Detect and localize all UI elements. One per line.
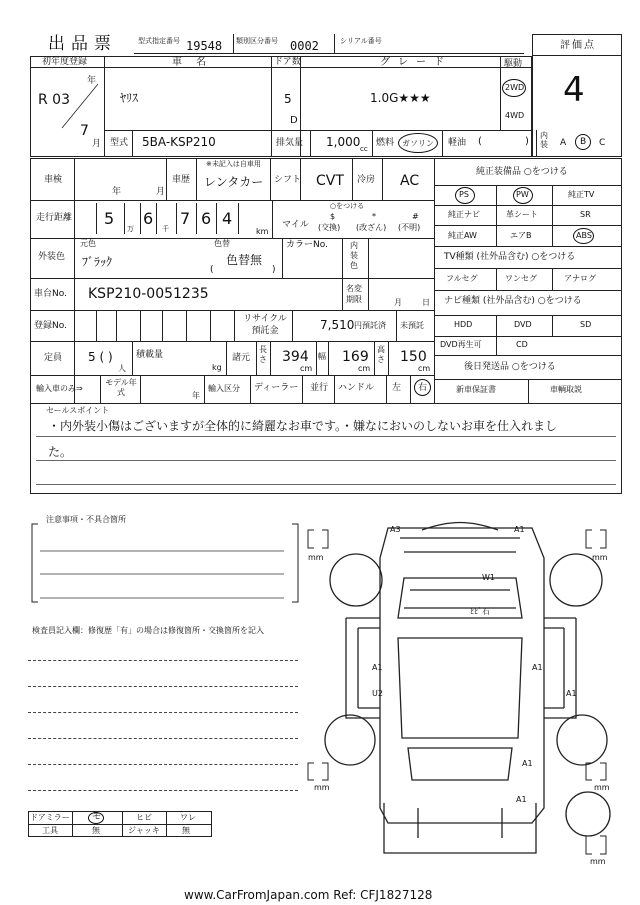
import-class-label: 輸入区分 — [208, 384, 240, 393]
navi-sd: SD — [580, 320, 592, 329]
acc-jack-value: 無 — [182, 826, 190, 835]
acc-jack-label: ジャッキ — [128, 826, 160, 835]
load-label: 積載量 — [136, 350, 164, 360]
car-name-label: 車名 — [172, 57, 220, 68]
shaken-label: 車検 — [44, 175, 63, 185]
drive-4wd: 4WD — [505, 111, 525, 120]
shaken-note: ※未記入は自車用 — [206, 160, 261, 168]
mileage-opt4: (不明) — [398, 223, 421, 232]
handle-label: ハンドル — [338, 383, 375, 393]
equip-aw: 純正AW — [448, 231, 477, 240]
equip-sr: SR — [580, 210, 591, 219]
class-code: 0002 — [290, 39, 319, 53]
damage-mark: A1 — [566, 689, 577, 698]
drive-2wd: 2WD — [505, 83, 525, 92]
car-type-label: 型式 — [110, 138, 129, 148]
doors-value: 5 — [284, 92, 292, 106]
acc-mirror-label: ドアミラー — [30, 813, 70, 822]
dims-label: 諸元 — [232, 353, 251, 363]
inspector-label: 検査員記入欄：修復歴「有」の場合は修復箇所・交換箇所を記入 — [32, 626, 264, 635]
shift-value: CVT — [316, 173, 344, 189]
equip-leather: 革シート — [506, 210, 538, 219]
disp-label: 排気量 — [276, 138, 304, 148]
registration-label: 登録No. — [34, 321, 67, 331]
mileage-opt3-top: * — [372, 212, 376, 221]
notes-bracket — [30, 515, 300, 608]
history-label: 車歴 — [172, 175, 191, 185]
recycle-label: リサイクル預託金 — [243, 314, 287, 336]
damage-mark: A1 — [532, 663, 543, 672]
int-color-label: 内装色 — [350, 241, 358, 270]
mileage-digit: 5 — [104, 209, 115, 228]
mileage-unit: km — [256, 227, 269, 236]
dim-unit: mm — [314, 783, 330, 792]
len-unit: cm — [300, 364, 313, 373]
equip-tv: 純正TV — [568, 190, 595, 199]
navi-dvd: DVD — [514, 320, 532, 329]
fuel-gasoline: ガソリン — [402, 139, 434, 148]
dim-unit: mm — [592, 553, 608, 562]
hgt-unit: cm — [418, 364, 431, 373]
shaken-month: 月 — [156, 187, 166, 197]
reg-month: 7 — [80, 123, 89, 139]
damage-mark: ﾋﾋﾞ石 — [470, 607, 490, 616]
doors-label: ドア数 — [274, 57, 301, 67]
color-paren-l: ( — [210, 265, 214, 275]
model-code-label: 型式指定番号 — [138, 37, 180, 45]
score-label: 評価点 — [560, 40, 596, 51]
len-value: 394 — [282, 349, 309, 365]
color-paren-r: ) — [272, 265, 276, 275]
wid-label: 幅 — [318, 352, 326, 361]
mileage-opt4-top: # — [412, 212, 419, 221]
equip-abs: ABS — [576, 231, 592, 240]
load-unit: kg — [212, 363, 222, 372]
equip-airbag: エアB — [510, 231, 532, 240]
wid-value: 169 — [342, 349, 369, 365]
mileage-digit: 4 — [222, 209, 233, 228]
ac-value: AC — [400, 173, 420, 189]
len-label: 長さ — [259, 345, 267, 364]
damage-mark: W1 — [482, 573, 495, 582]
navi-hdd: HDD — [454, 320, 473, 329]
car-name: ﾔﾘｽ — [120, 91, 139, 105]
doors-style: D — [290, 115, 298, 126]
acc-break-label: ワレ — [180, 813, 196, 822]
equip-ps: PS — [459, 190, 469, 199]
disp-value: 1,000 — [326, 135, 361, 149]
capacity-value: 5 ( ) — [88, 350, 113, 364]
chassis-label: 車台No. — [34, 289, 67, 299]
equip-title: 純正装備品 ○をつける — [476, 167, 568, 177]
fuel-paren-r: ) — [525, 136, 529, 147]
interior-b: B — [580, 137, 587, 147]
handle-right: 右 — [418, 383, 428, 393]
recycle-value: 7,510 — [320, 318, 355, 332]
mileage-note: ○をつける — [330, 202, 365, 210]
fuel-label: 燃料 — [376, 138, 395, 148]
mileage-digit: 7 — [180, 209, 191, 228]
score-value: 4 — [563, 70, 585, 110]
equip-pw: PW — [516, 190, 529, 199]
acc-tool-label: 工具 — [42, 826, 58, 835]
interior-label: 内装 — [540, 131, 548, 149]
reg-label: 初年度登録 — [42, 57, 88, 67]
disp-unit: cc — [360, 145, 368, 153]
color-change: 色替無 — [226, 253, 263, 267]
reg-era: R 03 — [38, 92, 70, 108]
recycle-unit: 円預託済 — [354, 321, 386, 330]
shift-label: シフト — [274, 175, 302, 185]
import-label: 輸入車のみ⇒ — [36, 384, 83, 393]
chassis-value: KSP210-0051235 — [88, 286, 209, 302]
capacity-label: 定員 — [44, 353, 63, 363]
damage-mark: A1 — [516, 795, 527, 804]
color-orig: ﾌﾞﾗｯｸ — [82, 255, 113, 269]
hgt-value: 150 — [400, 349, 427, 365]
acc-mirror-value: モ — [92, 812, 102, 822]
docs-title: 後日発送品 ○をつける — [464, 362, 556, 372]
mileage-unit-sen: 千 — [162, 225, 169, 233]
recycle-unpaid: 未預託 — [400, 321, 424, 330]
mileage-unit-man: 万 — [127, 225, 134, 233]
history-value: レンタカー — [204, 175, 264, 189]
fuel-diesel: 軽油 — [448, 138, 467, 148]
reg-year-unit: 年 — [87, 76, 97, 86]
fuel-paren-l: ( — [478, 136, 482, 147]
mileage-mile: マイル — [282, 220, 309, 230]
expiry-label: 名変期限 — [346, 284, 362, 304]
capacity-unit: 人 — [118, 364, 126, 373]
reg-month-unit: 月 — [92, 139, 102, 149]
sheet-title: 出品票 — [48, 34, 117, 54]
navi-dvd-play: DVD再生可 — [440, 340, 482, 349]
docs-manual: 車輌取説 — [550, 385, 582, 394]
tv-fullseg: フルセグ — [446, 274, 478, 283]
tv-analog: アナログ — [564, 274, 596, 283]
damage-mark: A1 — [514, 525, 525, 534]
tv-oneseg: ワンセグ — [505, 274, 537, 283]
damage-mark: A1 — [372, 663, 383, 672]
notes-label: 注意事項・不具合箇所 — [46, 515, 126, 524]
color-orig-label: 元色 — [80, 239, 96, 248]
expiry-day: 日 — [422, 298, 430, 307]
mileage-label: 走行距離 — [36, 213, 73, 223]
car-type: 5BA-KSP210 — [142, 135, 216, 149]
interior-c: C — [599, 138, 606, 148]
navi-title: ナビ種類 (社外品含む) ○をつける — [444, 296, 582, 306]
mileage-opt2-top: $ — [330, 212, 336, 221]
dim-unit: mm — [590, 857, 606, 866]
sales-line1: ・内外装小傷はございますが全体的に綺麗なお車です。・嫌なにおいのしないお車を仕入れまし — [48, 419, 558, 433]
color-change-label: 色替 — [214, 239, 230, 248]
navi-cd: CD — [516, 340, 528, 349]
docs-warranty: 新車保証書 — [456, 385, 496, 394]
damage-mark: A3 — [390, 525, 401, 534]
damage-mark: A1 — [522, 759, 533, 768]
mileage-opt2: (交換) — [318, 223, 341, 232]
shaken-year: 年 — [112, 187, 122, 197]
colorno-label: カラーNo. — [286, 240, 328, 250]
mileage-opt3: (改ざん) — [356, 223, 387, 232]
damage-diagram — [300, 518, 622, 868]
model-code: 19548 — [186, 39, 223, 53]
acc-crack-label: ヒビ — [136, 813, 152, 822]
acc-tool-value: 無 — [92, 826, 100, 835]
grade-label: グレード — [380, 57, 452, 68]
model-year-unit: 年 — [192, 391, 200, 400]
import-parallel: 並行 — [310, 383, 329, 393]
interior-a: A — [560, 138, 567, 148]
sales-line2: た。 — [48, 445, 73, 459]
drive-label: 駆動 — [504, 59, 523, 69]
sales-label: セールスポイント — [46, 406, 110, 415]
grade-value: 1.0G★★★ — [370, 91, 431, 105]
class-code-label: 類別区分番号 — [236, 37, 278, 45]
mileage-digit: 6 — [201, 209, 212, 228]
serial-label: シリアル番号 — [340, 37, 382, 45]
tv-title: TV種類 (社外品含む) ○をつける — [444, 252, 576, 262]
footer-ref: www.CarFromJapan.com Ref: CFJ1827128 — [184, 888, 433, 902]
import-dealer: ディーラー — [254, 383, 299, 393]
model-year-label: モデル年式 — [105, 378, 137, 397]
dim-unit: mm — [594, 783, 610, 792]
handle-left: 左 — [392, 383, 402, 393]
wid-unit: cm — [358, 364, 371, 373]
mileage-digit: 6 — [143, 209, 154, 228]
hgt-label: 高さ — [377, 345, 385, 364]
color-label: 外装色 — [38, 252, 66, 262]
dim-unit: mm — [308, 553, 324, 562]
equip-navi: 純正ナビ — [448, 210, 480, 219]
ac-label: 冷房 — [357, 175, 376, 185]
damage-mark: U2 — [372, 689, 383, 698]
expiry-month: 月 — [394, 298, 402, 307]
